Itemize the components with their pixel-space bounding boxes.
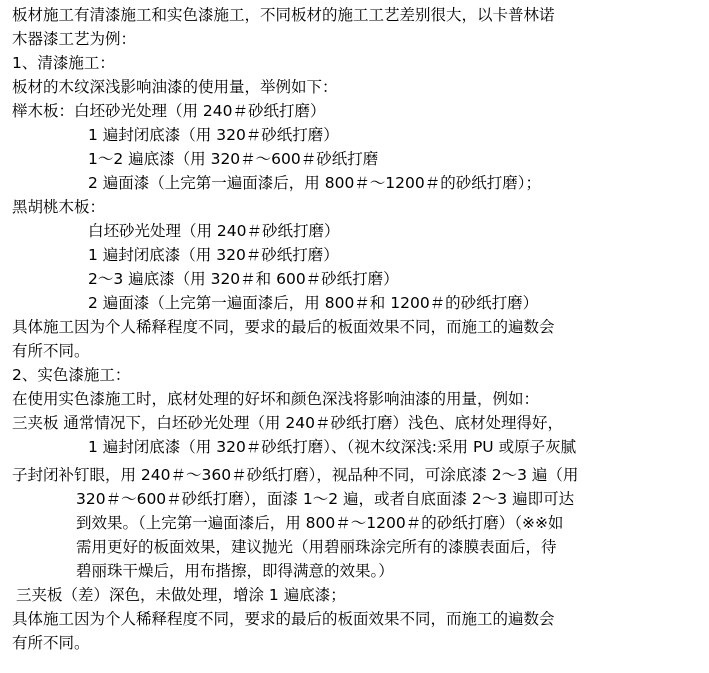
- paragraph-intro-line-1: 板材施工有清漆施工和实色漆施工，不同板材的施工工艺差别很大，以卡普林诺: [12, 6, 555, 24]
- walnut-board-step-3: 2～3 遍底漆（用 320＃和 600＃砂纸打磨）: [88, 270, 399, 288]
- solid-color-note-line-1: 具体施工因为个人稀释程度不同，要求的最后的板面效果不同，而施工的遍数会: [12, 610, 555, 628]
- beech-board-step-2: 1 遍封闭底漆（用 320＃砂纸打磨）: [88, 126, 339, 144]
- clear-coat-note-line-1: 具体施工因为个人稀释程度不同，要求的最后的板面效果不同，而施工的遍数会: [12, 318, 555, 336]
- beech-board-step-1: 榉木板：白坯砂光处理（用 240＃砂纸打磨）: [12, 102, 326, 120]
- plywood-line-6: 需用更好的板面效果，建议抛光（用碧丽珠涂完所有的漆膜表面后，待: [76, 538, 557, 556]
- paragraph-intro-line-2: 木器漆工艺为例：: [12, 30, 137, 48]
- section-heading-clear-coat: 1、清漆施工：: [12, 54, 115, 72]
- walnut-board-step-4: 2 遍面漆（上完第一遍面漆后，用 800＃和 1200＃的砂纸打磨）: [88, 294, 539, 312]
- clear-coat-intro: 板材的木纹深浅影响油漆的使用量，举例如下：: [12, 78, 338, 96]
- plywood-line-4: 320＃～600＃砂纸打磨），面漆 1～2 遍，或者自底面漆 2～3 遍即可达: [76, 490, 575, 508]
- walnut-board-step-1: 白坯砂光处理（用 240＃砂纸打磨）: [88, 222, 340, 240]
- plywood-line-7: 碧丽珠干燥后，用布揩擦，即得满意的效果。）: [76, 562, 394, 580]
- solid-color-intro: 在使用实色漆施工时，底材处理的好坏和颜色深浅将影响油漆的用量，例如：: [12, 390, 540, 408]
- walnut-board-step-2: 1 遍封闭底漆（用 320＃砂纸打磨）: [88, 246, 339, 264]
- plywood-line-3: 子封闭补钉眼，用 240＃～360＃砂纸打磨），视品种不同，可涂底漆 2～3 遍（用: [12, 466, 579, 484]
- section-heading-solid-color: 2、实色漆施工：: [12, 366, 131, 384]
- plywood-line-2: 1 遍封闭底漆（用 320＃砂纸打磨）、（视木纹深浅:采用 PU 或原子灰腻: [88, 438, 577, 456]
- beech-board-step-3: 1～2 遍底漆（用 320＃～600＃砂纸打磨: [88, 150, 379, 168]
- plywood-line-5: 到效果。（上完第一遍面漆后，用 800＃～1200＃的砂纸打磨）（※※如: [76, 514, 564, 532]
- plywood-line-1: 三夹板 通常情况下，白坯砂光处理（用 240＃砂纸打磨）浅色、底材处理得好，: [12, 414, 563, 432]
- solid-color-note-line-2: 有所不同。: [12, 634, 90, 652]
- plywood-poor-line: 三夹板（差）深色，未做处理，增涂 1 遍底漆；: [16, 586, 346, 604]
- clear-coat-note-line-2: 有所不同。: [12, 342, 90, 360]
- beech-board-step-4: 2 遍面漆（上完第一遍面漆后，用 800＃～1200＃的砂纸打磨）；: [88, 174, 541, 192]
- walnut-board-heading: 黑胡桃木板：: [12, 198, 106, 216]
